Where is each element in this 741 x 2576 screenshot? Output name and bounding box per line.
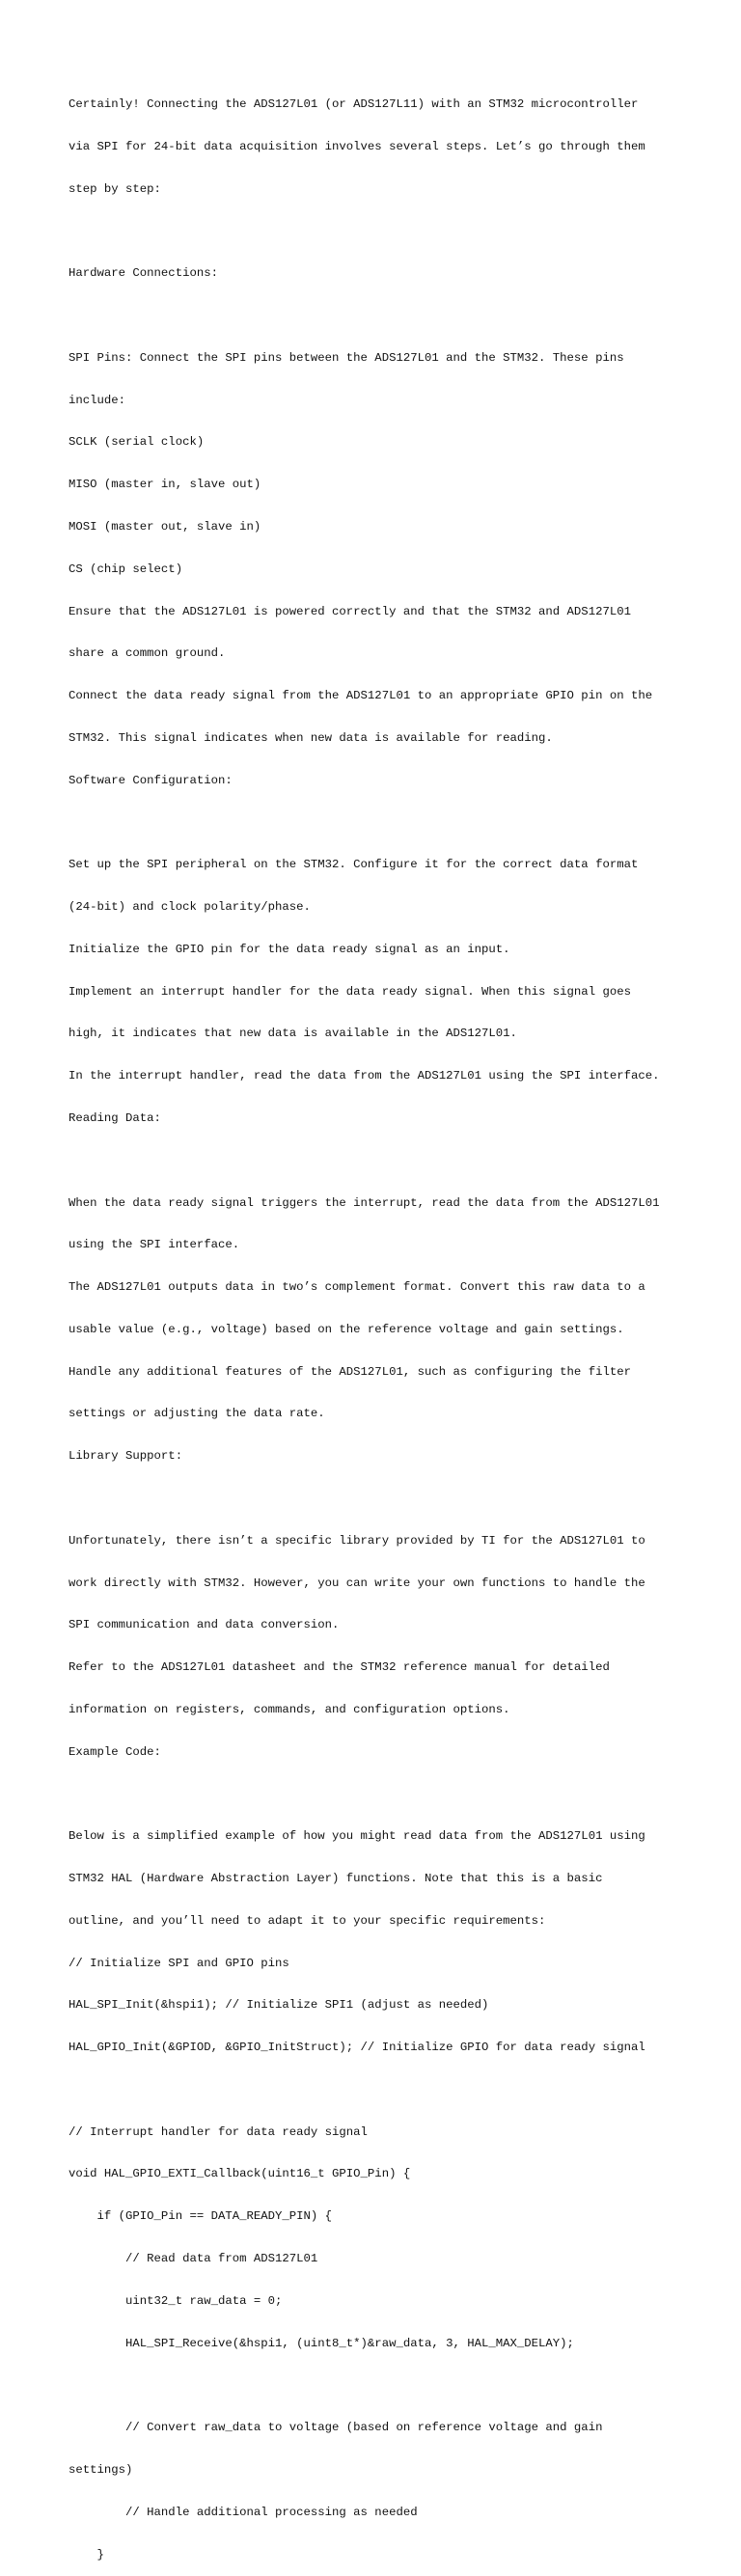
blank-line bbox=[69, 1492, 686, 1506]
text-line: CS (chip select) bbox=[69, 562, 183, 576]
text-line: Connect the data ready signal from the ADS127L01 to an appropriate GPIO pin on the bbox=[69, 689, 653, 703]
text-line: via SPI for 24-bit data acquisition involves several steps. Let’s go through them bbox=[69, 139, 645, 153]
blank-line bbox=[69, 2378, 686, 2393]
blank-line bbox=[69, 1154, 686, 1168]
text-line: step by step: bbox=[69, 181, 161, 196]
code-line: // Read data from ADS127L01 bbox=[69, 2252, 318, 2266]
text-line: Set up the SPI peripheral on the STM32. Configure it for the correct data format bbox=[69, 858, 639, 872]
text-line: settings or adjusting the data rate. bbox=[69, 1407, 325, 1421]
code-line: settings) bbox=[69, 2462, 133, 2477]
text-line: using the SPI interface. bbox=[69, 1238, 240, 1252]
section-heading: Software Configuration: bbox=[69, 773, 233, 787]
text-line: STM32. This signal indicates when new data is available for reading. bbox=[69, 730, 553, 745]
text-line: outline, and you’ll need to adapt it to your specific requirements: bbox=[69, 1913, 546, 1928]
text-line: Initialize the GPIO pin for the data ready signal as an input. bbox=[69, 942, 510, 956]
blank-line bbox=[69, 1787, 686, 1801]
text-line: share a common ground. bbox=[69, 646, 226, 661]
code-line: void HAL_GPIO_EXTI_Callback(uint16_t GPIO_Pin) { bbox=[69, 2167, 411, 2181]
document-body bbox=[69, 69, 686, 2576]
text-line: MISO (master in, slave out) bbox=[69, 478, 261, 492]
text-line: The ADS127L01 outputs data in two’s complement format. Convert this raw data to a bbox=[69, 1280, 645, 1295]
text-line: Implement an interrupt handler for the data ready signal. When this signal goes bbox=[69, 984, 631, 999]
code-line: HAL_SPI_Receive(&hspi1, (uint8_t*)&raw_data, 3, HAL_MAX_DELAY); bbox=[69, 2336, 574, 2350]
blank-line bbox=[69, 309, 686, 323]
code-line: // Convert raw_data to voltage (based on reference voltage and gain bbox=[69, 2421, 603, 2435]
text-line: include: bbox=[69, 393, 126, 407]
text-line: work directly with STM32. However, you can write your own functions to handle the bbox=[69, 1576, 645, 1590]
section-heading: Example Code: bbox=[69, 1744, 161, 1759]
text-line: MOSI (master out, slave in) bbox=[69, 520, 261, 534]
text-line: When the data ready signal triggers the interrupt, read the data from the ADS127L01 bbox=[69, 1195, 660, 1210]
code-line: if (GPIO_Pin == DATA_READY_PIN) { bbox=[69, 2209, 333, 2224]
code-line: uint32_t raw_data = 0; bbox=[69, 2293, 283, 2308]
text-line: information on registers, commands, and configuration options. bbox=[69, 1702, 510, 1716]
code-line: // Handle additional processing as needed bbox=[69, 2505, 418, 2519]
section-heading: Library Support: bbox=[69, 1449, 183, 1464]
text-line: Unfortunately, there isn’t a specific library provided by TI for the ADS127L01 to bbox=[69, 1533, 645, 1548]
text-line: SPI communication and data conversion. bbox=[69, 1618, 340, 1632]
section-heading: Hardware Connections: bbox=[69, 266, 218, 281]
text-line: high, it indicates that new data is available in the ADS127L01. bbox=[69, 1027, 517, 1041]
text-line: SPI Pins: Connect the SPI pins between the ADS127L01 and the STM32. These pins bbox=[69, 350, 624, 365]
text-line: STM32 HAL (Hardware Abstraction Layer) functions. Note that this is a basic bbox=[69, 1872, 603, 1885]
code-line: } bbox=[69, 2547, 104, 2562]
text-line: Below is a simplified example of how you might read data from the ADS127L01 using bbox=[69, 1829, 645, 1844]
code-line: HAL_GPIO_Init(&GPIOD, &GPIO_InitStruct); // Initialize GPIO for data ready signal bbox=[69, 2041, 645, 2055]
section-heading: Reading Data: bbox=[69, 1110, 161, 1125]
blank-line bbox=[69, 815, 686, 830]
text-line: (24-bit) and clock polarity/phase. bbox=[69, 900, 311, 915]
text-line: In the interrupt handler, read the data from the ADS127L01 using the SPI interface. bbox=[69, 1069, 660, 1083]
code-line: // Interrupt handler for data ready signal bbox=[69, 2124, 368, 2139]
text-line: Refer to the ADS127L01 datasheet and the STM32 reference manual for detailed bbox=[69, 1660, 610, 1675]
text-line: Handle any additional features of the ADS127L01, such as configuring the filter bbox=[69, 1364, 631, 1379]
code-line: // Initialize SPI and GPIO pins bbox=[69, 1956, 289, 1970]
blank-line bbox=[69, 225, 686, 239]
text-line: Certainly! Connecting the ADS127L01 (or ADS127L11) with an STM32 microcontroller bbox=[69, 97, 639, 112]
text-line: SCLK (serial clock) bbox=[69, 435, 205, 450]
text-line: Ensure that the ADS127L01 is powered correctly and that the STM32 and ADS127L01 bbox=[69, 604, 631, 618]
blank-line bbox=[69, 2083, 686, 2097]
code-line: HAL_SPI_Init(&hspi1); // Initialize SPI1 (adjust as needed) bbox=[69, 1998, 489, 2013]
text-line: usable value (e.g., voltage) based on the reference voltage and gain settings. bbox=[69, 1322, 624, 1336]
